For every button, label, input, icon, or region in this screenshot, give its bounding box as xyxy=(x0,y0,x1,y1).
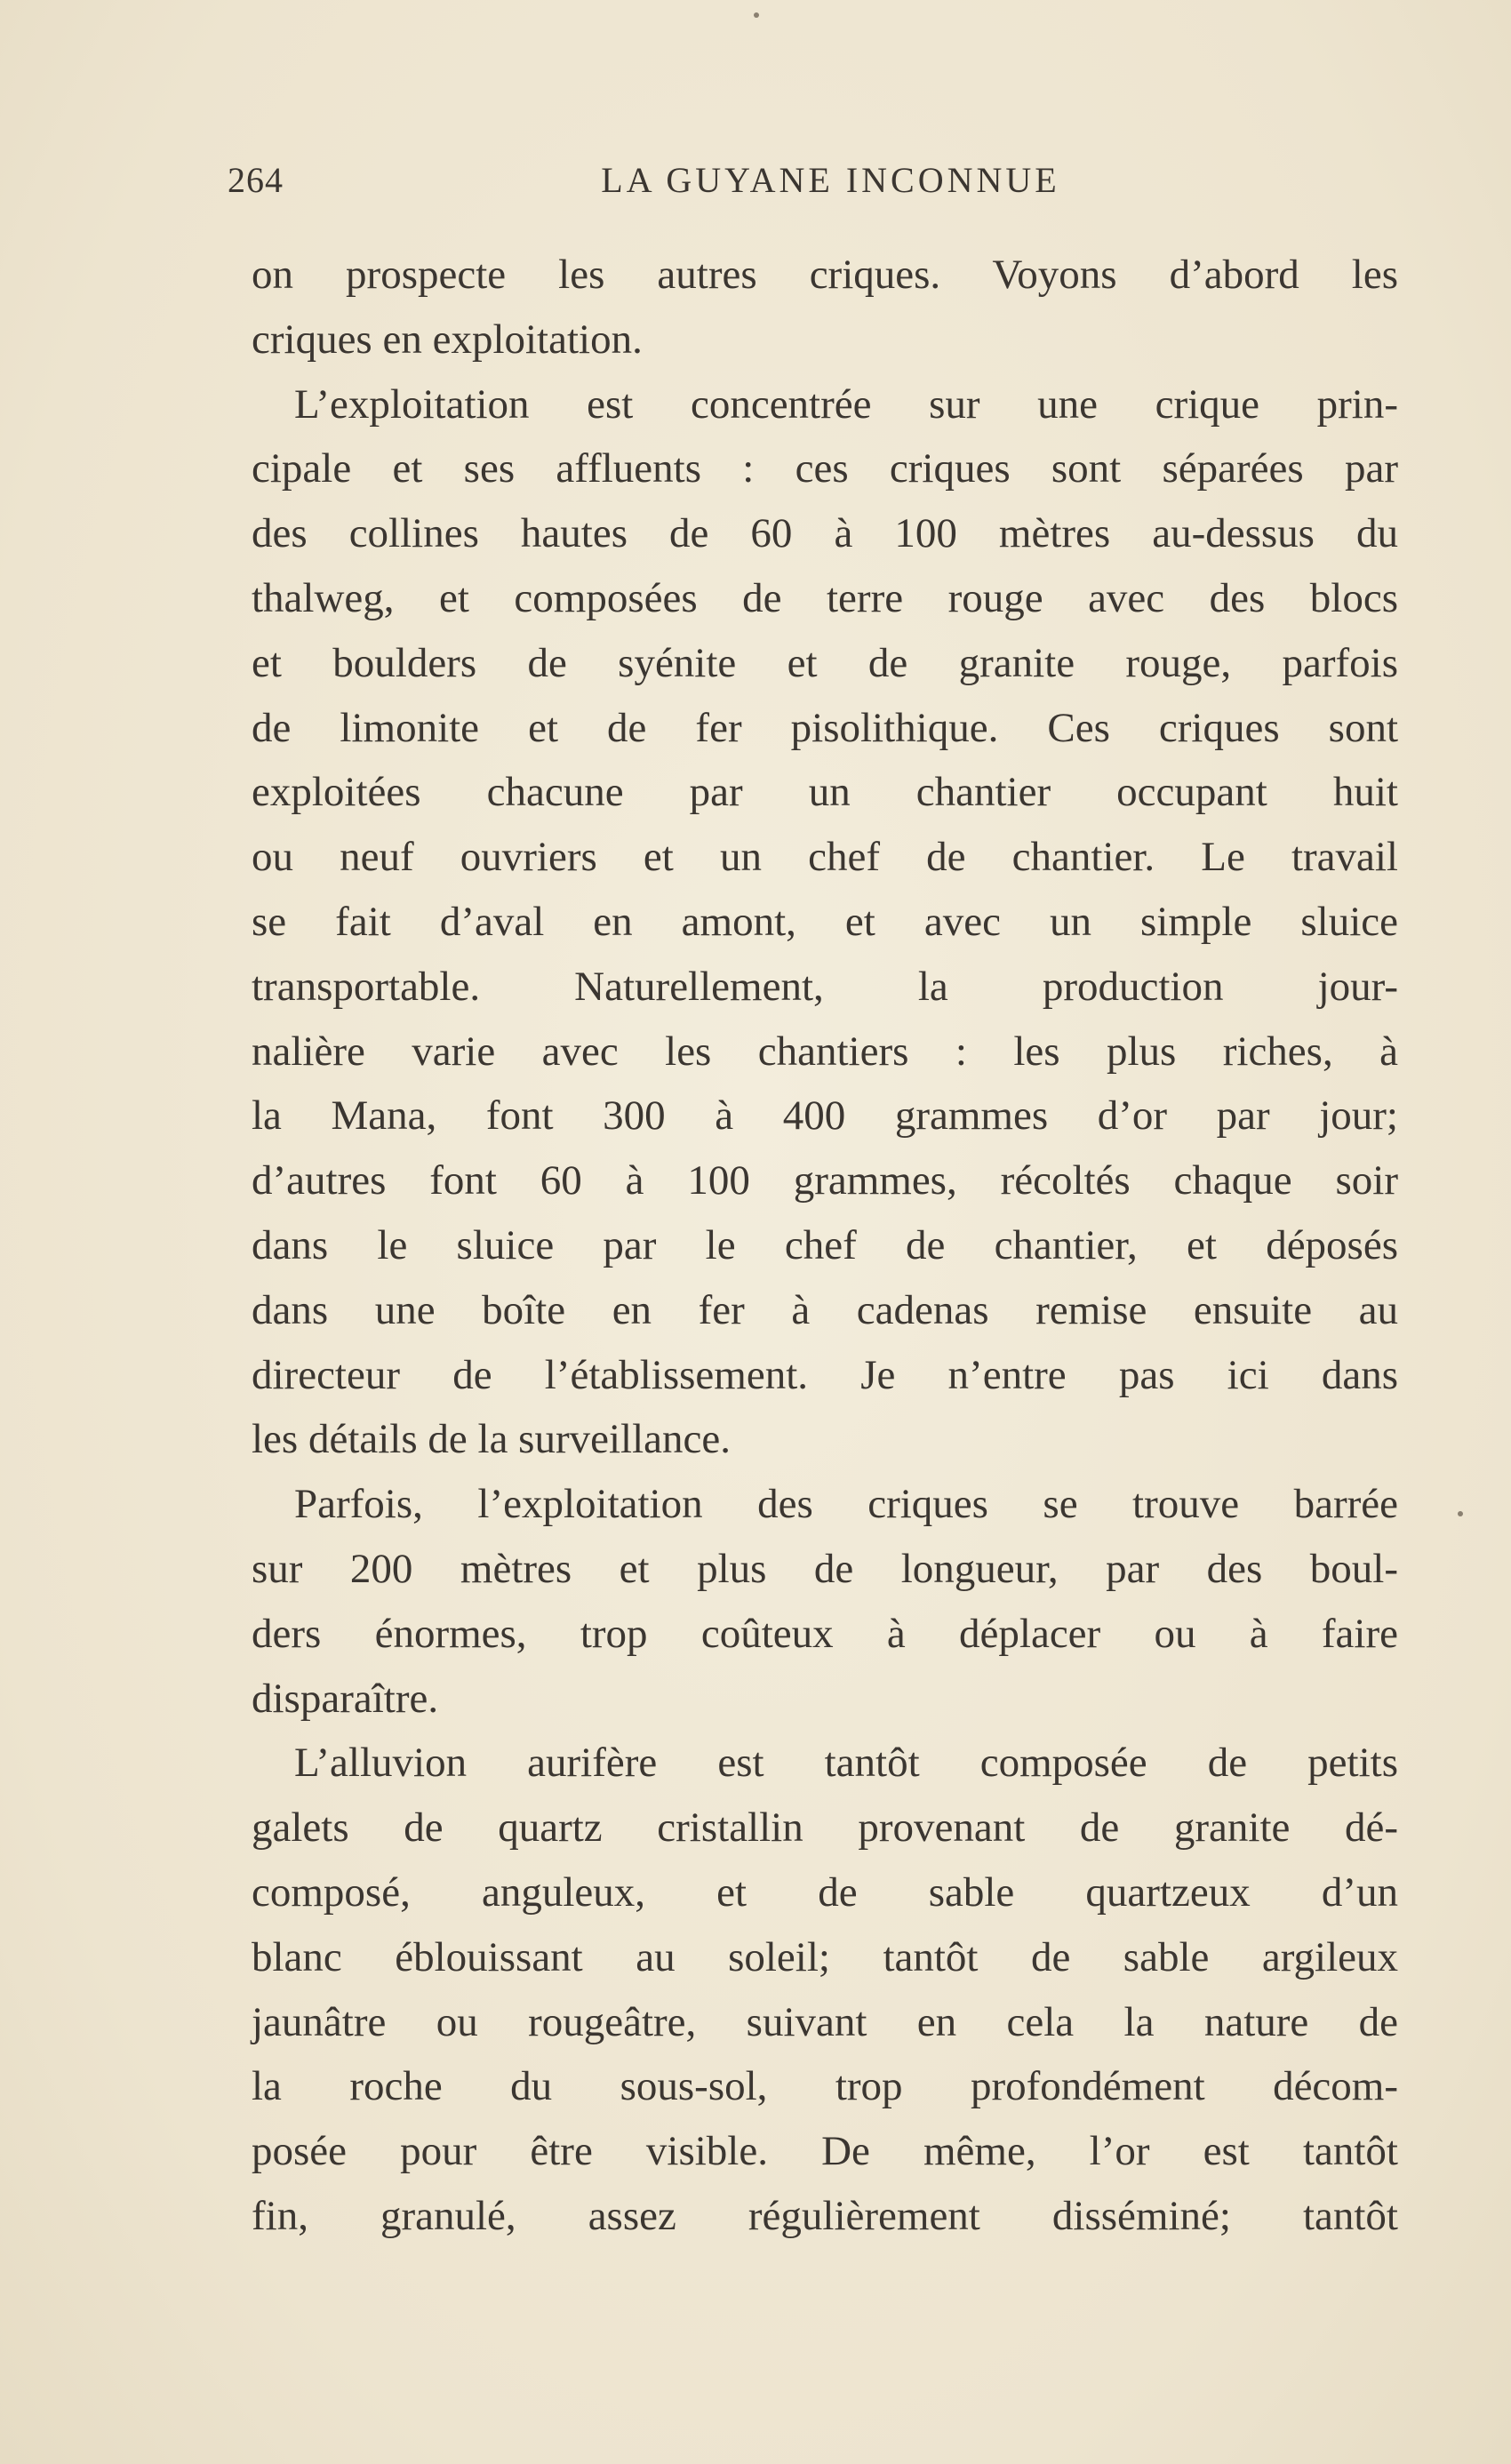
running-title: LA GUYANE INCONNUE xyxy=(601,160,1060,200)
text-line: la roche du sous-sol, trop profondément décom- xyxy=(252,2063,1398,2110)
text-line: ders énormes, trop coûteux à déplacer ou à faire xyxy=(252,1610,1398,1657)
text-line: cipale et ses affluents : ces criques sont séparées par xyxy=(252,445,1398,492)
text-line: la Mana, font 300 à 400 grammes d’or par jour; xyxy=(252,1092,1398,1140)
body-text xyxy=(252,243,1398,2249)
text-line: nalière varie avec les chantiers : les plus riches, à xyxy=(252,1028,1398,1075)
text-line: des collines hautes de 60 à 100 mètres au-dessus du xyxy=(252,510,1398,557)
text-line: se fait d’aval en amont, et avec un simple sluice xyxy=(252,898,1398,945)
text-line: ou neuf ouvriers et un chef de chantier. Le travail xyxy=(252,834,1398,881)
text-line: L’exploitation est concentrée sur une crique prin- xyxy=(294,380,1398,428)
text-line: posée pour être visible. De même, l’or est tantôt xyxy=(252,2128,1398,2175)
text-line: sur 200 mètres et plus de longueur, par des boul- xyxy=(252,1545,1398,1592)
text-line: jaunâtre ou rougeâtre, suivant en cela la nature de xyxy=(252,1998,1398,2045)
page-number: 264 xyxy=(228,160,284,200)
text-line: composé, anguleux, et de sable quartzeux d’un xyxy=(252,1868,1398,1916)
text-line: Parfois, l’exploitation des criques se trouve barrée xyxy=(294,1481,1398,1528)
text-line: disparaître. xyxy=(252,1675,439,1722)
text-line: dans une boîte en fer à cadenas remise ensuite au xyxy=(252,1286,1398,1333)
text-line: dans le sluice par le chef de chantier, et déposés xyxy=(252,1221,1398,1268)
text-line: galets de quartz cristallin provenant de granite dé- xyxy=(252,1804,1398,1852)
text-line: thalweg, et composées de terre rouge avec des blocs xyxy=(252,574,1398,621)
text-line: transportable. Naturellement, la production jour- xyxy=(252,963,1398,1010)
text-line: de limonite et de fer pisolithique. Ces criques sont xyxy=(252,704,1398,751)
page-header xyxy=(228,154,1398,207)
text-line: d’autres font 60 à 100 grammes, récoltés chaque soir xyxy=(252,1157,1398,1204)
text-line: criques en exploitation. xyxy=(252,316,643,363)
text-line: L’alluvion aurifère est tantôt composée de petits xyxy=(294,1740,1398,1787)
text-line: on prospecte les autres criques. Voyons d’abord les xyxy=(252,252,1398,298)
text-line: et boulders de syénite et de granite rouge, parfois xyxy=(252,639,1398,686)
text-line: fin, granulé, assez régulièrement disséminé; tantôt xyxy=(252,2192,1398,2239)
text-line: blanc éblouissant au soleil; tantôt de sable argileux xyxy=(252,1933,1398,1980)
text-line: les détails de la surveillance. xyxy=(252,1416,731,1463)
paper-speck xyxy=(754,12,759,18)
text-line: exploitées chacune par un chantier occupant huit xyxy=(252,769,1398,816)
paper-speck xyxy=(1458,1511,1463,1516)
text-line: directeur de l’établissement. Je n’entre pas ici dans xyxy=(252,1351,1398,1398)
